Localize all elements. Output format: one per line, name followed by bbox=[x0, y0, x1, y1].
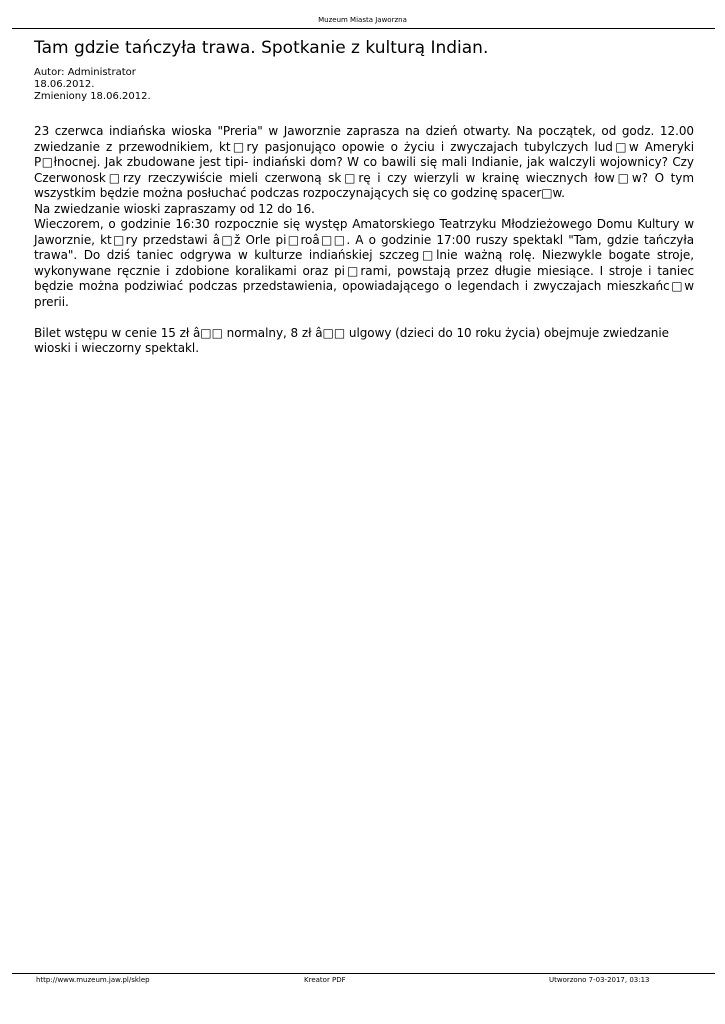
footer-divider bbox=[12, 973, 715, 974]
paragraph-hours: Na zwiedzanie wioski zapraszamy od 12 do 16. bbox=[34, 201, 315, 216]
footer-url: http://www.muzeum.jaw.pl/sklep bbox=[36, 976, 150, 984]
article-body bbox=[34, 124, 694, 357]
header-divider bbox=[12, 28, 715, 29]
paragraph-intro: 23 czerwca indiańska wioska "Preria" w Jaworznie zaprasza na dzień otwarty. Na początek, od godz. 12.00 zwiedzanie z przewodnikiem, kt□ry pasjonująco opowie o życiu i zwyczajach tubylczych lud□w Ameryki P□łnocnej. Jak zbudowane jest tipi- indiański dom? W co bawili się mali Indianie, jak walczyli wojownicy? Czy Czerwonosk□rzy rzeczywiście mieli czerwoną sk□rę i czy wierzyli w krainę wiecznych łow□w? O tym wszystkim będzie można posłuchać podczas rozpoczynających się co godzinę spacer□w. bbox=[34, 124, 694, 200]
article-title: Tam gdzie tańczyła trawa. Spotkanie z kulturą Indian. bbox=[34, 38, 489, 58]
footer-generator: Kreator PDF bbox=[304, 976, 346, 984]
article-modified-date: Zmieniony 18.06.2012. bbox=[34, 91, 151, 102]
article-meta bbox=[34, 67, 151, 103]
article-author: Autor: Administrator bbox=[34, 67, 136, 78]
paragraph-tickets: Bilet wstępu w cenie 15 zł â□□ normalny, 8 zł â□□ ulgowy (dzieci do 10 roku życia) obejmuje zwiedzanie wioski i wieczorny spektakl. bbox=[34, 325, 669, 355]
site-header-title: Muzeum Miasta Jaworzna bbox=[318, 16, 407, 24]
footer-created-date: Utworzono 7-03-2017, 03:13 bbox=[549, 976, 650, 984]
paragraph-evening: Wieczorem, o godzinie 16:30 rozpocznie się występ Amatorskiego Teatrzyku Młodzieżowego Domu Kultury w Jaworznie, kt□ry przedstawi â□ž Orle pi□roâ□□. A o godzinie 17:00 ruszy spektakl "Tam, gdzie tańczyła trawa". Do dziś taniec odgrywa w kulturze indiańskiej szczeg□lnie ważną rolę. Niezwykle bogate stroje, wykonywane ręcznie i zdobione koralikami oraz pi□rami, powstają przez długie miesiące. I stroje i taniec będzie można podziwiać podczas przedstawienia, opowiadającego o legendach i zwyczajach mieszkańc□w prerii. bbox=[34, 217, 694, 309]
article-created-date: 18.06.2012. bbox=[34, 79, 95, 90]
